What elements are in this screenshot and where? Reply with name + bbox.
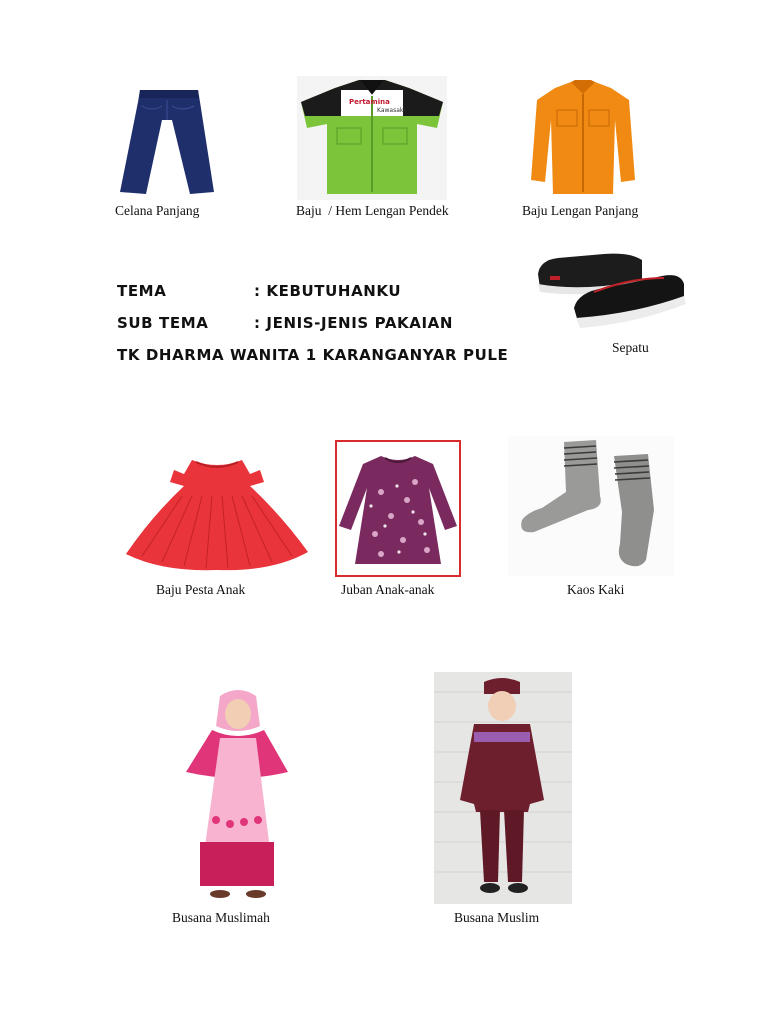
subtema-label: SUB TEMA (117, 314, 209, 332)
tema-label: TEMA (117, 282, 167, 300)
baju-lengan-pendek-image (297, 76, 447, 200)
caption-sepatu: Sepatu (612, 340, 649, 355)
busana-muslimah-image (176, 686, 302, 904)
baju-lengan-panjang-image (525, 80, 640, 198)
svg-text:Pertamina: Pertamina (349, 98, 390, 106)
busana-muslim-image (434, 672, 572, 904)
celana-panjang-image (112, 86, 222, 198)
tema-value: : KEBUTUHANKU (254, 282, 402, 300)
kaos-kaki-image (508, 436, 674, 576)
subtema-value: : JENIS-JENIS PAKAIAN (254, 314, 454, 332)
caption-kaos-kaki: Kaos Kaki (567, 582, 625, 597)
shirt-logo-text: Kawasaki (377, 107, 406, 114)
caption-celana-panjang: Celana Panjang (115, 203, 200, 218)
caption-baju-lengan-panjang: Baju Lengan Panjang (522, 203, 639, 218)
school-name: TK DHARMA WANITA 1 KARANGANYAR PULE (117, 346, 509, 364)
caption-juban-anak: Juban Anak-anak (341, 582, 435, 597)
juban-anak-image (335, 440, 461, 577)
sepatu-image (534, 248, 690, 332)
caption-baju-pesta-anak: Baju Pesta Anak (156, 582, 246, 597)
caption-busana-muslim: Busana Muslim (454, 910, 540, 925)
baju-pesta-anak-image (122, 456, 312, 574)
caption-baju-lengan-pendek: Baju / Hem Lengan Pendek (296, 203, 449, 218)
caption-busana-muslimah: Busana Muslimah (172, 910, 270, 925)
